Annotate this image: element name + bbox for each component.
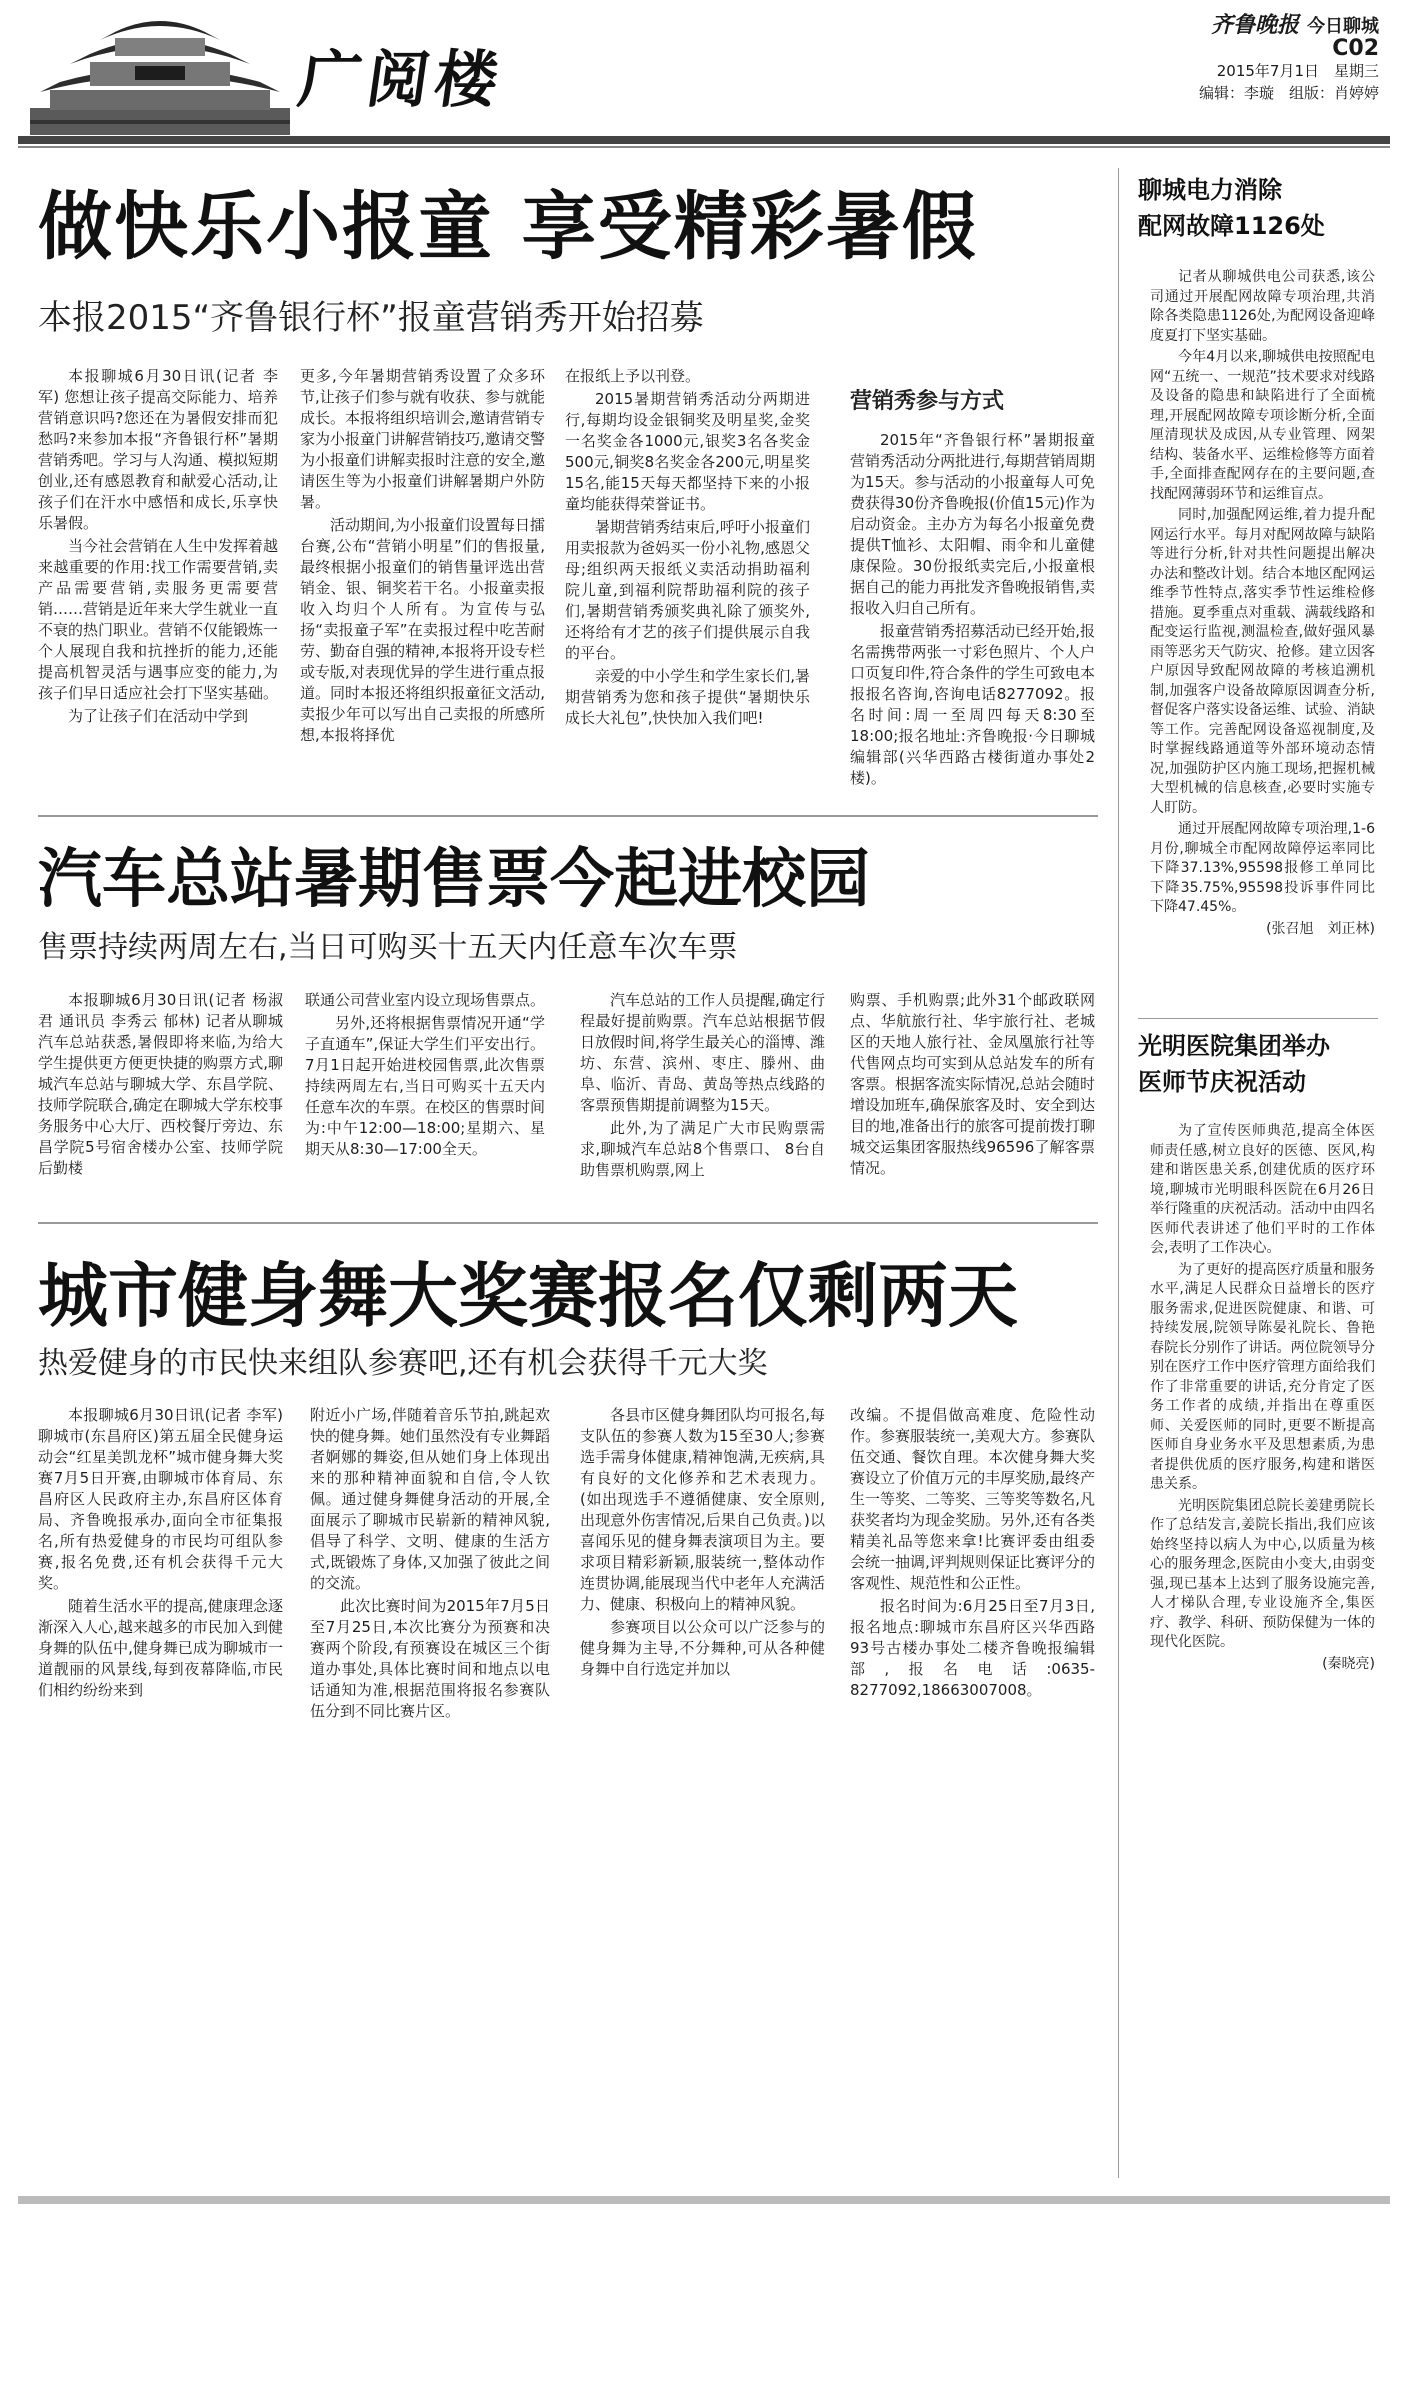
article2-col4 bbox=[850, 990, 1095, 1220]
sidebar-article1-title-line1: 聊城电力消除 bbox=[1138, 176, 1282, 204]
drum-tower-illustration bbox=[30, 10, 290, 135]
sidebar-article2-p3: 光明医院集团总院长姜建勇院长作了总结发言,姜院长指出,我们应该始终坚持以病人为中心,以质量为核心的服务理念,医院由小变大,由弱变强,现已基本上达到了服务设施完善,人才梯队合理,专业设施齐全,集医疗、教学、科研、预防保健为一体的现代化医院。 bbox=[1150, 1497, 1375, 1650]
article2-col2-p2: 另外,还将根据售票情况开通“学子直通车”,保证大学生们平安出行。7月1日起开始进校园售票,此次售票持续两周左右,当日可购买十五天内任意车次的车票。在校区的售票时间为:中午12:00—18:00;星期六、星期天从8:30—17:00全天。 bbox=[305, 1014, 545, 1158]
article1-col4 bbox=[850, 430, 1095, 790]
editor-line: 编辑：李璇 组版：肖婷婷 bbox=[1198, 84, 1379, 102]
sidebar-article2-title-line2: 医师节庆祝活动 bbox=[1138, 1068, 1306, 1096]
article3-col4-p2: 报名时间为:6月25日至7月3日,报名地点:聊城市东昌府区兴华西路93号古楼办事处二楼齐鲁晚报编辑部,报名电话:0635-8277092,18663007008。 bbox=[850, 1597, 1095, 1699]
article1-col3-p4: 亲爱的中小学生和学生家长们,暑期营销秀为您和孩子提供“暑期快乐成长大礼包”,快快加入我们吧! bbox=[565, 667, 810, 727]
page-footer-rule bbox=[18, 2196, 1390, 2204]
article2-col3-p1: 汽车总站的工作人员提醒,确定行程最好提前购票。汽车总站根据节假日放假时间,将学生最关心的淄博、潍坊、东营、滨州、枣庄、滕州、曲阜、临沂、青岛、黄岛等热点线路的客票预售期提前调整为15天。 bbox=[580, 991, 825, 1114]
article2-col2 bbox=[305, 990, 545, 1220]
sidebar-article1-title-line2: 配网故障1126处 bbox=[1138, 212, 1325, 240]
article3-col2-p2: 此次比赛时间为2015年7月5日至7月25日,本次比赛分为预赛和决赛两个阶段,有预赛设在城区三个街道办事处,具体比赛时间和地点以电话通知为准,根据范围将报名参赛队伍分到不同比赛片区。 bbox=[310, 1597, 550, 1720]
page-number: C02 bbox=[1332, 36, 1379, 61]
article3-col4-p1: 改编。不提倡做高难度、危险性动作。参赛服装统一,美观大方。参赛队伍交通、餐饮自理。本次健身舞大奖赛设立了价值万元的丰厚奖励,最终产生一等奖、二等奖、三等奖等数名,凡获奖者均为现金奖励。另外,还有各类精美礼品等您来拿!比赛评委由组委会统一抽调,评判规则保证比赛评分的客观性、规范性和公正性。 bbox=[850, 1406, 1095, 1592]
article3-col2-p1: 附近小广场,伴随着音乐节拍,跳起欢快的健身舞。她们虽然没有专业舞蹈者婀娜的舞姿,但从她们身上体现出来的那种精神面貌和自信,令人钦佩。通过健身舞健身活动的开展,全面展示了聊城市民崭新的精神风貌,倡导了科学、文明、健康的生活方式,既锻炼了身体,又加强了彼此之间的交流。 bbox=[310, 1406, 550, 1592]
column-logo: 广阅楼 bbox=[294, 43, 509, 116]
sidebar-article2-body bbox=[1150, 1122, 1375, 2187]
participation-box-title: 营销秀参与方式 bbox=[850, 389, 1005, 414]
article2-col4-p1: 购票、手机购票;此外31个邮政联网点、华航旅行社、华宇旅行社、老城区的天地人旅行社、金凤凰旅行社等代售网点均可实到从总站发车的所有客票。根据客流实际情况,总站会随时增设加班车,确保旅客及时、安全到达目的地,准备出行的旅客可提前拨打聊城交运集团客服热线96596了解客票情况。 bbox=[850, 991, 1095, 1177]
article3-subhead: 热爱健身的市民快来组队参赛吧,还有机会获得千元大奖 bbox=[38, 1346, 768, 1381]
article1-col2-p2: 活动期间,为小报童们设置每日擂台赛,公布“营销小明星”们的售报量,最终根据小报童们的销售量评选出营销金、银、铜奖若干名。小报童卖报收入均归个人所有。为宣传与弘扬“卖报童子军”在卖报过程中吃苦耐劳、勤奋自强的精神,本报将开设专栏或专版,对表现优异的学生进行重点报道。同时本报还将组织报童征文活动,卖报少年可以写出自己卖报的所感所想,本报将择优 bbox=[300, 516, 545, 744]
masthead-rule bbox=[18, 136, 1390, 144]
article-separator bbox=[38, 815, 1098, 817]
article3-col4 bbox=[850, 1405, 1095, 2195]
article3-col1-p2: 随着生活水平的提高,健康理念逐渐深入人心,越来越多的市民加入到健身舞的队伍中,健身舞已成为聊城市一道靓丽的风景线,每到夜幕降临,市民们相约纷纷来到 bbox=[38, 1597, 283, 1699]
sidebar-article2-p1: 为了宣传医师典范,提高全体医师责任感,树立良好的医德、医风,构建和谐医患关系,创建优质的医疗环境,聊城市光明眼科医院在6月26日举行隆重的庆祝活动。活动中由四名医师代表讲述了他们平时的工作体会,表明了工作决心。 bbox=[1150, 1123, 1375, 1256]
article3-col3 bbox=[580, 1405, 825, 2195]
newspaper-brand: 齐鲁晚报 bbox=[1210, 12, 1299, 38]
article1-col1-p1: 本报聊城6月30日讯(记者 李军) 您想让孩子提高交际能力、培养营销意识吗?您还在为暑假安排而犯愁吗?来参加本报“齐鲁银行杯”暑期营销秀吧。学习与人沟通、模拟短期创业,还有感恩教育和献爱心活动,让孩子们在汗水中感悟和成长,乐享快乐暑假。 bbox=[38, 367, 278, 532]
article1-col3 bbox=[565, 366, 810, 786]
article1-col1 bbox=[38, 366, 278, 786]
article1-col4-p1: 2015年“齐鲁银行杯”暑期报童营销秀活动分两批进行,每期营销周期为15天。参与活动的小报童每人可免费获得30份齐鲁晚报(价值15元)作为启动资金。主办方为每名小报童免费提供T恤衫、太阳帽、雨伞和儿童健康保险。30份报纸卖完后,小报童根据自己的能力再批发齐鲁晚报销售,卖报收入归自己所有。 bbox=[850, 431, 1095, 617]
sidebar-article1-p2: 今年4月以来,聊城供电按照配电网“五统一、一规范”技术要求对线路及设备的隐患和缺陷进行了全面梳理,开展配网故障专项诊断分析,全面厘清现状及成因,从专业管理、网架结构、装备水平、运维检修等方面着手,全面排查配网存在的主要问题,查找配网薄弱环节和运维盲点。 bbox=[1150, 349, 1375, 502]
article1-col1-p3: 为了让孩子们在活动中学到 bbox=[68, 707, 249, 725]
article-separator bbox=[38, 1222, 1098, 1224]
article2-col3 bbox=[580, 990, 825, 1220]
article2-col3-p2: 此外,为了满足广大市民购票需求,聊城汽车总站8个售票口、 8台自助售票机购票,网上 bbox=[580, 1119, 825, 1179]
sidebar-article1-body bbox=[1150, 268, 1375, 1008]
article2-col1 bbox=[38, 990, 283, 1220]
article1-col3-p1: 在报纸上予以刊登。 bbox=[565, 367, 701, 385]
paper-info bbox=[1119, 14, 1379, 104]
masthead-rule-thin bbox=[18, 146, 1390, 148]
sidebar-article2-byline: (秦晓亮) bbox=[1322, 1655, 1375, 1672]
article2-subhead: 售票持续两周左右,当日可购买十五天内任意车次车票 bbox=[38, 930, 738, 965]
sidebar-divider bbox=[1118, 168, 1119, 2178]
sidebar-article1-byline: (张召旭 刘正林) bbox=[1266, 920, 1375, 937]
sidebar-article1-p1: 记者从聊城供电公司获悉,该公司通过开展配网故障专项治理,共消除各类隐患1126处,为配网设备迎峰度夏打下坚实基础。 bbox=[1150, 269, 1375, 344]
article3-col1 bbox=[38, 1405, 283, 2195]
article3-col2 bbox=[310, 1405, 550, 2195]
edition-name: 今日聊城 bbox=[1307, 16, 1379, 37]
masthead bbox=[0, 0, 1409, 150]
article2-headline: 汽车总站暑期售票今起进校园 bbox=[38, 843, 870, 917]
sidebar-article1-title bbox=[1138, 172, 1378, 244]
sidebar-article1-p4: 通过开展配网故障专项治理,1-6月份,聊城全市配网故障停运率同比下降37.13%,95598报修工单同比下降35.75%,95598投诉事件同比下降47.45%。 bbox=[1150, 821, 1375, 915]
sidebar-separator bbox=[1138, 1018, 1378, 1019]
article2-col2-p1: 联通公司营业室内设立现场售票点。 bbox=[305, 991, 545, 1009]
sidebar-article1-p3: 同时,加强配网运维,着力提升配网运行水平。每月对配网故障与缺陷等进行分析,针对共性问题提出解决办法和整改计划。结合本地区配网运维季节性特点,落实季节性运维检修措施。夏季重点对重载、满载线路和配变运行监视,测温检查,做好强风暴雨等恶劣天气防灾、抢修。建立因客户原因导致配网故障的考核追溯机制,加强客户设备故障原因调查分析,督促客户落实设备运维、试验、消缺等工作。完善配网设备巡视制度,及时掌握线路通道等外部环境动态情况,加强防护区内施工现场,把握机械大型机械的信息核查,必要时实施专人盯防。 bbox=[1150, 507, 1375, 816]
article1-col3-p3: 暑期营销秀结束后,呼吁小报童们用卖报款为爸妈买一份小礼物,感恩父母;组织两天报纸义卖活动捐助福利院儿童,到福利院帮助福利院的孩子们,暑期营销秀颁奖典礼除了颁奖外,还将给有才艺的孩子们提供展示自我的平台。 bbox=[565, 518, 810, 662]
article1-col1-p2: 当今社会营销在人生中发挥着越来越重要的作用:找工作需要营销,卖产品需要营销,卖服务更需要营销……营销是近年来大学生就业一直不衰的热门职业。营销不仅能锻炼一个人展现自我和抗挫折的能力,还能提高机智灵活与遇事应变的能力,为孩子们早日适应社会打下坚实基础。 bbox=[38, 537, 278, 702]
article1-col3-p2: 2015暑期营销秀活动分两期进行,每期均设金银铜奖及明星奖,金奖一名奖金各1000元,银奖3名各奖金500元,铜奖8名奖金各200元,明星奖15名,能15天每天都坚持下来的小报童均能获得荣誉证书。 bbox=[565, 390, 810, 513]
sidebar-article2-p2: 为了更好的提高医疗质量和服务水平,满足人民群众日益增长的医疗服务需求,促进医院健康、和谐、可持续发展,院领导陈晏礼院长、鲁艳春院长分别作了讲话。两位院领导分别在医疗工作中医疗管理方面给我们作了非常重要的讲话,充分肯定了医务工作者的成绩,并指出在尊重医师、关爱医师的同时,更要不断提高医师自身业务水平及思想素质,为患者提供优质的医疗服务,构建和谐医患关系。 bbox=[1150, 1261, 1375, 1492]
date-line: 2015年7月1日 星期三 bbox=[1216, 62, 1379, 80]
article1-col2 bbox=[300, 366, 545, 786]
article3-col3-p2: 参赛项目以公众可以广泛参与的健身舞为主导,不分舞种,可从各种健身舞中自行选定并加以 bbox=[580, 1618, 825, 1678]
article3-headline: 城市健身舞大奖赛报名仅剩两天 bbox=[38, 1255, 1018, 1337]
article1-col4-p2: 报童营销秀招募活动已经开始,报名需携带两张一寸彩色照片、个人户口页复印件,符合条件的学生可致电本报报名咨询,咨询电话8277092。报名时间:周一至周四每天8:30至18:00;报名地址:齐鲁晚报·今日聊城编辑部(兴华西路古楼街道办事处2楼)。 bbox=[850, 622, 1095, 787]
article3-col3-p1: 各县市区健身舞团队均可报名,每支队伍的参赛人数为15至30人;参赛选手需身体健康,精神饱满,无疾病,具有良好的文化修养和艺术表现力。(如出现选手不遵循健康、安全原则,出现意外伤害情况,后果自己负责。)以喜闻乐见的健身舞表演项目为主。要求项目精彩新颖,服装统一,整体动作连贯协调,能展现当代中老年人充满活力、健康、积极向上的精神风貌。 bbox=[580, 1406, 825, 1613]
sidebar-article2-title-line1: 光明医院集团举办 bbox=[1138, 1032, 1330, 1060]
sidebar-article2-title bbox=[1138, 1028, 1388, 1100]
article1-headline: 做快乐小报童 享受精彩暑假 bbox=[38, 184, 978, 270]
article2-col1-p1: 本报聊城6月30日讯(记者 杨淑君 通讯员 李秀云 郁林) 记者从聊城汽车总站获悉,暑假即将来临,为给大学生提供更方便更快捷的购票方式,聊城汽车总站与聊城大学、东昌学院、技师学院联合,确定在聊城大学东校事务服务中心大厅、西校餐厅旁边、东昌学院5号宿舍楼办公室、技师学院后勤楼 bbox=[38, 991, 283, 1177]
article1-subhead: 本报2015“齐鲁银行杯”报童营销秀开始招募 bbox=[38, 298, 704, 338]
article1-col2-p1: 更多,今年暑期营销秀设置了众多环节,让孩子们参与就有收获、参与就能成长。本报将组织培训会,邀请营销专家为小报童门讲解营销技巧,邀请交警为小报童们讲解卖报时注意的安全,邀请医生等为小报童们讲解暑期户外防暑。 bbox=[300, 367, 545, 511]
article3-col1-p1: 本报聊城6月30日讯(记者 李军) 聊城市(东昌府区)第五届全民健身运动会“红星美凯龙杯”城市健身舞大奖赛7月5日开赛,由聊城市体育局、东昌府区人民政府主办,东昌府区体育局、齐鲁晚报承办,面向全市征集报名,所有热爱健身的市民均可组队参赛,报名免费,还有机会获得千元大奖。 bbox=[38, 1406, 283, 1592]
